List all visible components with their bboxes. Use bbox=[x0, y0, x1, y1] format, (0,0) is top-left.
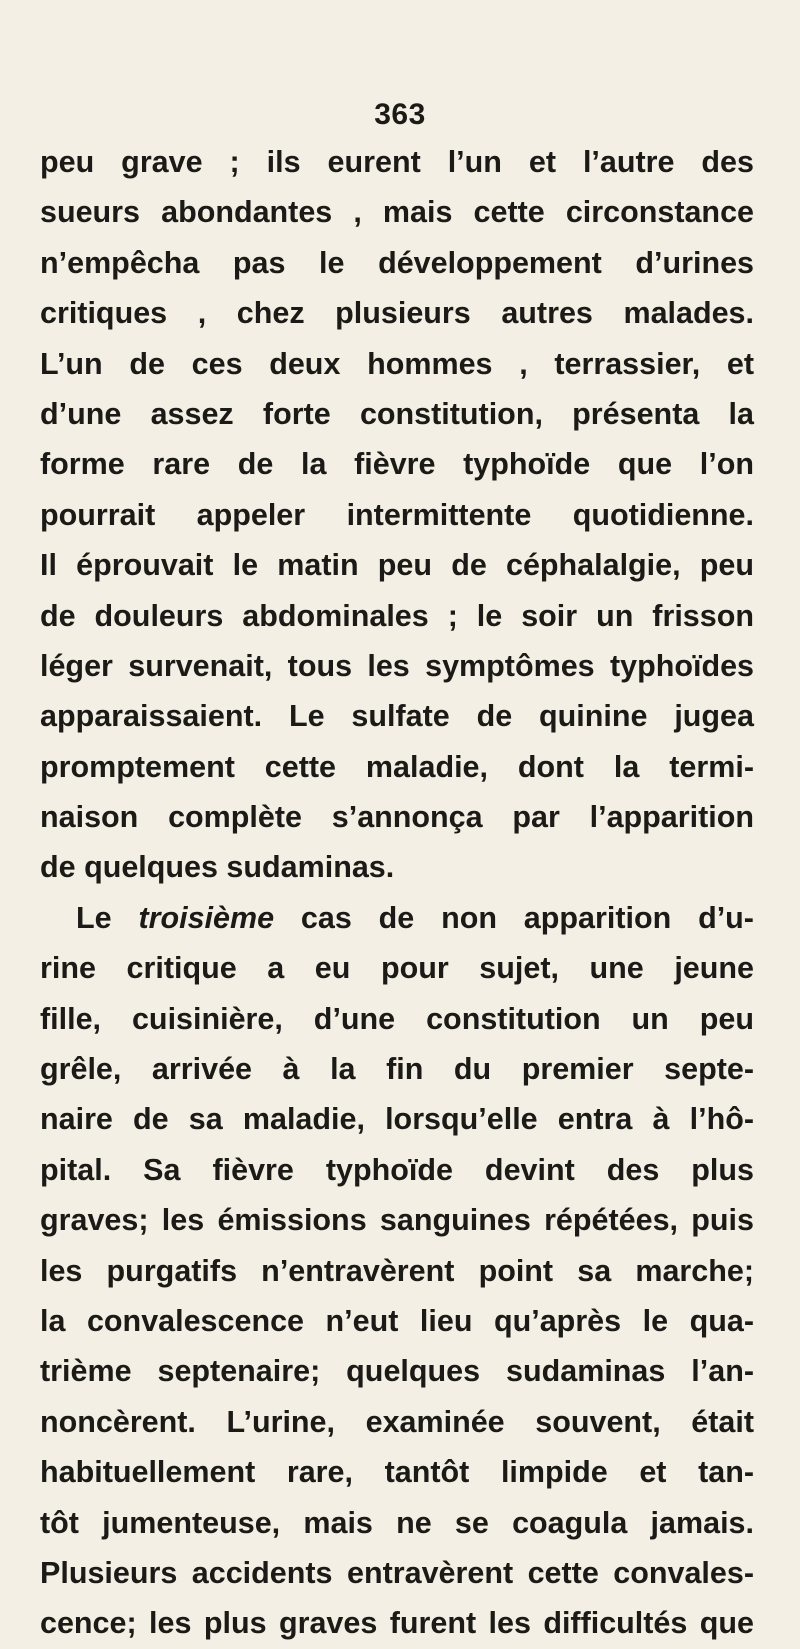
text-line: peu grave ; ils eurent l’un et l’autre des bbox=[40, 145, 754, 179]
text-line: Il éprouvait le matin peu de céphalalgie, peu bbox=[40, 548, 754, 583]
text-line: naire de sa maladie, lorsqu’elle entra à l’hô- bbox=[40, 1102, 754, 1137]
body-text bbox=[40, 137, 754, 1649]
text-line: L’un de ces deux hommes , terrassier, et bbox=[40, 346, 754, 381]
text-line: n’empêcha pas le développement d’urines bbox=[40, 245, 754, 280]
text-line: Plusieurs accidents entravèrent cette convales- bbox=[40, 1555, 754, 1590]
text-line: pourrait appeler intermittente quotidienne. bbox=[40, 497, 754, 532]
text-line: apparaissaient. Le sulfate de quinine jugea bbox=[40, 699, 754, 734]
text-line: promptement cette maladie, dont la termi- bbox=[40, 749, 754, 784]
text-line: fille, cuisinière, d’une constitution un peu bbox=[40, 1001, 754, 1036]
italic-word: troisième bbox=[138, 900, 275, 935]
text-line: rine critique a eu pour sujet, une jeune bbox=[40, 951, 754, 986]
text-line: forme rare de la fièvre typhoïde que l’on bbox=[40, 447, 754, 482]
paragraph-lead-word: Le bbox=[76, 900, 112, 935]
text-line: habituellement rare, tantôt limpide et tan- bbox=[40, 1455, 754, 1490]
text-line: trième septenaire; quelques sudaminas l’an- bbox=[40, 1354, 754, 1389]
text-line: cence; les plus graves furent les difficultés que bbox=[40, 1606, 754, 1641]
text-line: naison complète s’annonça par l’apparition bbox=[40, 800, 754, 835]
paragraph-line-rest: cas de non apparition d’u- bbox=[300, 900, 754, 935]
text-line: de quelques sudaminas. bbox=[40, 850, 395, 885]
text-line: graves; les émissions sanguines répétées, puis bbox=[40, 1203, 754, 1238]
text-line: sueurs abondantes , mais cette circonstance bbox=[40, 195, 754, 230]
text-line: la convalescence n’eut lieu qu’après le qua- bbox=[40, 1303, 754, 1338]
page-number: 363 bbox=[374, 98, 426, 131]
text-line-paragraph-start bbox=[40, 893, 754, 943]
text-line: critiques , chez plusieurs autres malades. bbox=[40, 296, 754, 331]
text-line: de douleurs abdominales ; le soir un frisson bbox=[40, 598, 754, 633]
text-line: les purgatifs n’entravèrent point sa marche; bbox=[40, 1253, 754, 1288]
text-line: pital. Sa fièvre typhoïde devint des plus bbox=[40, 1152, 754, 1187]
text-line: grêle, arrivée à la fin du premier septe- bbox=[40, 1052, 754, 1087]
text-line: noncèrent. L’urine, examinée souvent, était bbox=[40, 1404, 754, 1439]
text-line: tôt jumenteuse, mais ne se coagula jamais. bbox=[40, 1505, 754, 1540]
text-line: d’une assez forte constitution, présenta la bbox=[40, 396, 754, 431]
text-line: léger survenait, tous les symptômes typhoïdes bbox=[40, 648, 754, 683]
